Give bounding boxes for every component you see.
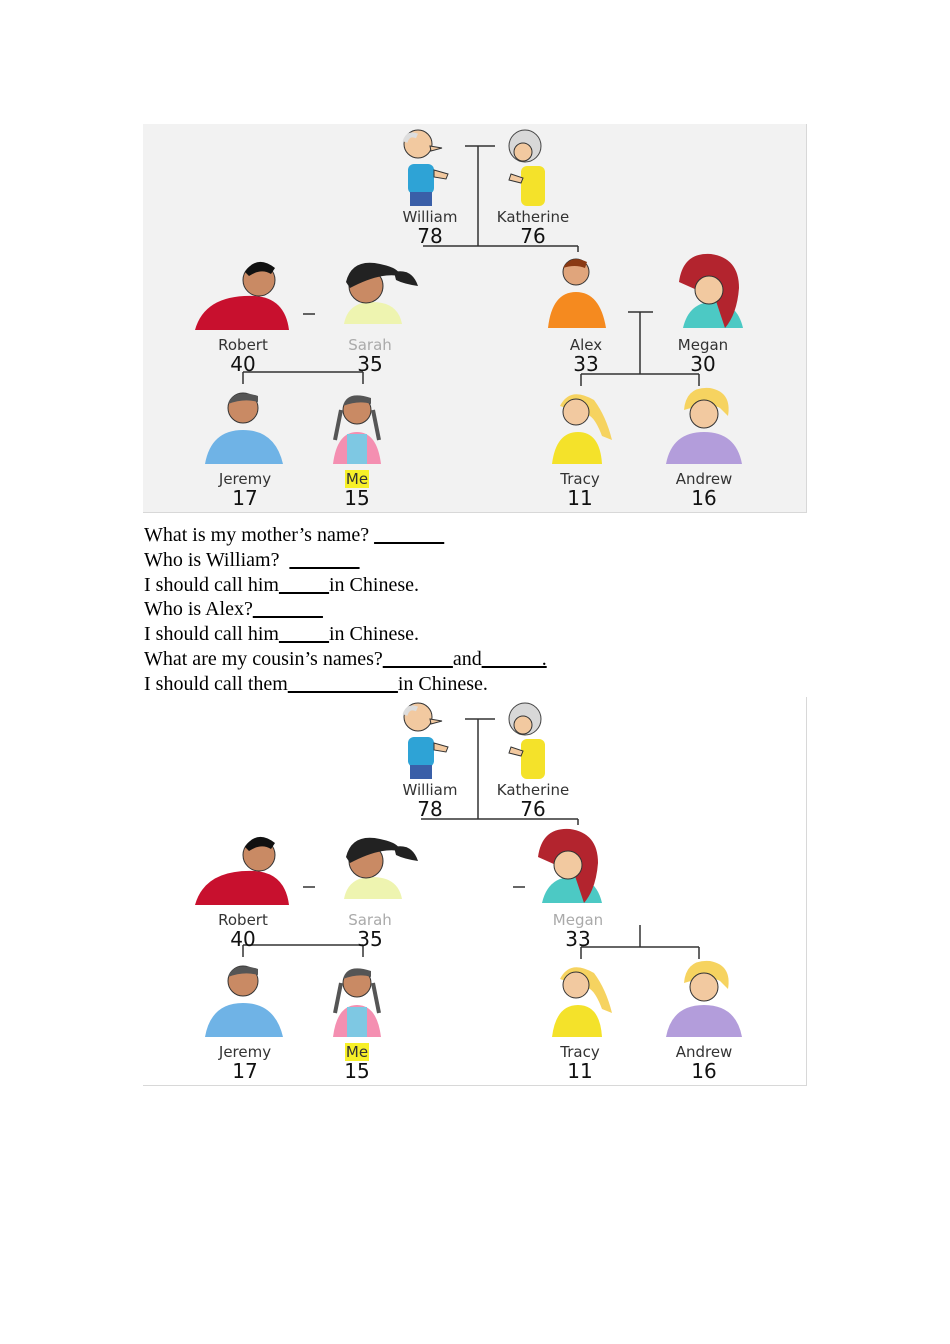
answer-blank[interactable]: _______ [289, 548, 360, 571]
person-age: 33 [573, 352, 599, 376]
person-name: Sarah [348, 911, 392, 929]
person-age: 17 [232, 1059, 258, 1083]
worksheet-questions [144, 523, 844, 697]
person-age: 76 [520, 797, 546, 821]
cousin-girl-icon [530, 959, 630, 1051]
person-age: 11 [567, 486, 593, 510]
grandfather-icon [380, 697, 480, 789]
person-age: 11 [567, 1059, 593, 1083]
person-age: 78 [417, 224, 443, 248]
person-name: William [402, 781, 458, 799]
person-name: Tracy [560, 470, 600, 488]
person-andrew [654, 959, 754, 1083]
answer-blank[interactable]: _______ [382, 647, 453, 670]
grandfather-icon [380, 124, 480, 216]
girl-icon [307, 386, 407, 478]
me-highlight: Me [345, 470, 369, 488]
person-name: Robert [218, 911, 268, 929]
person-tracy [530, 959, 630, 1083]
person-age: 33 [565, 927, 591, 951]
person-megan [653, 252, 753, 376]
person-age: 40 [230, 927, 256, 951]
answer-blank[interactable]: _______ [374, 524, 445, 546]
person-name: Megan [677, 336, 729, 354]
aunt-icon [653, 252, 753, 344]
person-jeremy [195, 386, 295, 510]
person-me [307, 386, 407, 510]
me-highlight: Me [345, 1043, 369, 1061]
answer-blank[interactable]: _______ [252, 598, 323, 621]
person-name: Jeremy [218, 1043, 272, 1061]
answer-blank[interactable]: ___________ [287, 672, 398, 695]
person-age: 78 [417, 797, 443, 821]
person-robert [193, 252, 293, 376]
family-tree-2 [143, 697, 807, 1086]
question-7: I should call them___________in Chinese. [144, 672, 488, 695]
question-2: Who is William? _______ [144, 548, 360, 571]
person-age: 35 [357, 352, 383, 376]
person-tracy [530, 386, 630, 510]
person-age: 17 [232, 486, 258, 510]
question-3: I should call him_____in Chinese. [144, 573, 419, 596]
girl-icon [307, 959, 407, 1051]
brother-icon [195, 386, 295, 478]
person-katherine [483, 124, 583, 248]
family-tree-1 [143, 124, 807, 513]
mother-icon [320, 252, 420, 344]
person-katherine [483, 697, 583, 821]
person-age: 16 [691, 1059, 717, 1083]
aunt-icon [528, 827, 628, 919]
person-age: 15 [344, 486, 370, 510]
brother-icon [195, 959, 295, 1051]
grandmother-icon [483, 697, 583, 789]
person-sarah [320, 827, 420, 951]
person-name: Katherine [496, 781, 570, 799]
grandmother-icon [483, 124, 583, 216]
person-age: 35 [357, 927, 383, 951]
person-name: Tracy [560, 1043, 600, 1061]
person-age: 15 [344, 1059, 370, 1083]
cousin-boy-icon [654, 959, 754, 1051]
person-sarah [320, 252, 420, 376]
person-megan [528, 827, 628, 951]
father-icon [193, 252, 293, 344]
person-me [307, 959, 407, 1083]
answer-blank[interactable]: ______. [481, 647, 547, 670]
answer-blank[interactable]: _____ [278, 573, 329, 596]
person-age: 16 [691, 486, 717, 510]
answer-blank[interactable]: _____ [278, 623, 329, 646]
person-name: Andrew [675, 470, 733, 488]
person-alex [536, 252, 636, 376]
person-name: Andrew [675, 1043, 733, 1061]
person-age: 76 [520, 224, 546, 248]
person-name: Alex [569, 336, 603, 354]
question-4: Who is Alex?_______ [144, 598, 323, 621]
cousin-boy-icon [654, 386, 754, 478]
mother-icon [320, 827, 420, 919]
person-jeremy [195, 959, 295, 1083]
person-name: William [402, 208, 458, 226]
question-1: What is my mother’s name? _______ [144, 524, 445, 546]
person-name: Sarah [348, 336, 392, 354]
person-name: Megan [552, 911, 604, 929]
question-5: I should call him_____in Chinese. [144, 623, 419, 646]
person-name: Robert [218, 336, 268, 354]
person-name: Katherine [496, 208, 570, 226]
father-icon [193, 827, 293, 919]
uncle-icon [536, 252, 636, 344]
person-name: Jeremy [218, 470, 272, 488]
person-robert [193, 827, 293, 951]
person-william [380, 124, 480, 248]
person-andrew [654, 386, 754, 510]
person-age: 30 [690, 352, 716, 376]
person-age: 40 [230, 352, 256, 376]
person-william [380, 697, 480, 821]
question-6: What are my cousin’s names?_______and______. [144, 647, 547, 670]
cousin-girl-icon [530, 386, 630, 478]
